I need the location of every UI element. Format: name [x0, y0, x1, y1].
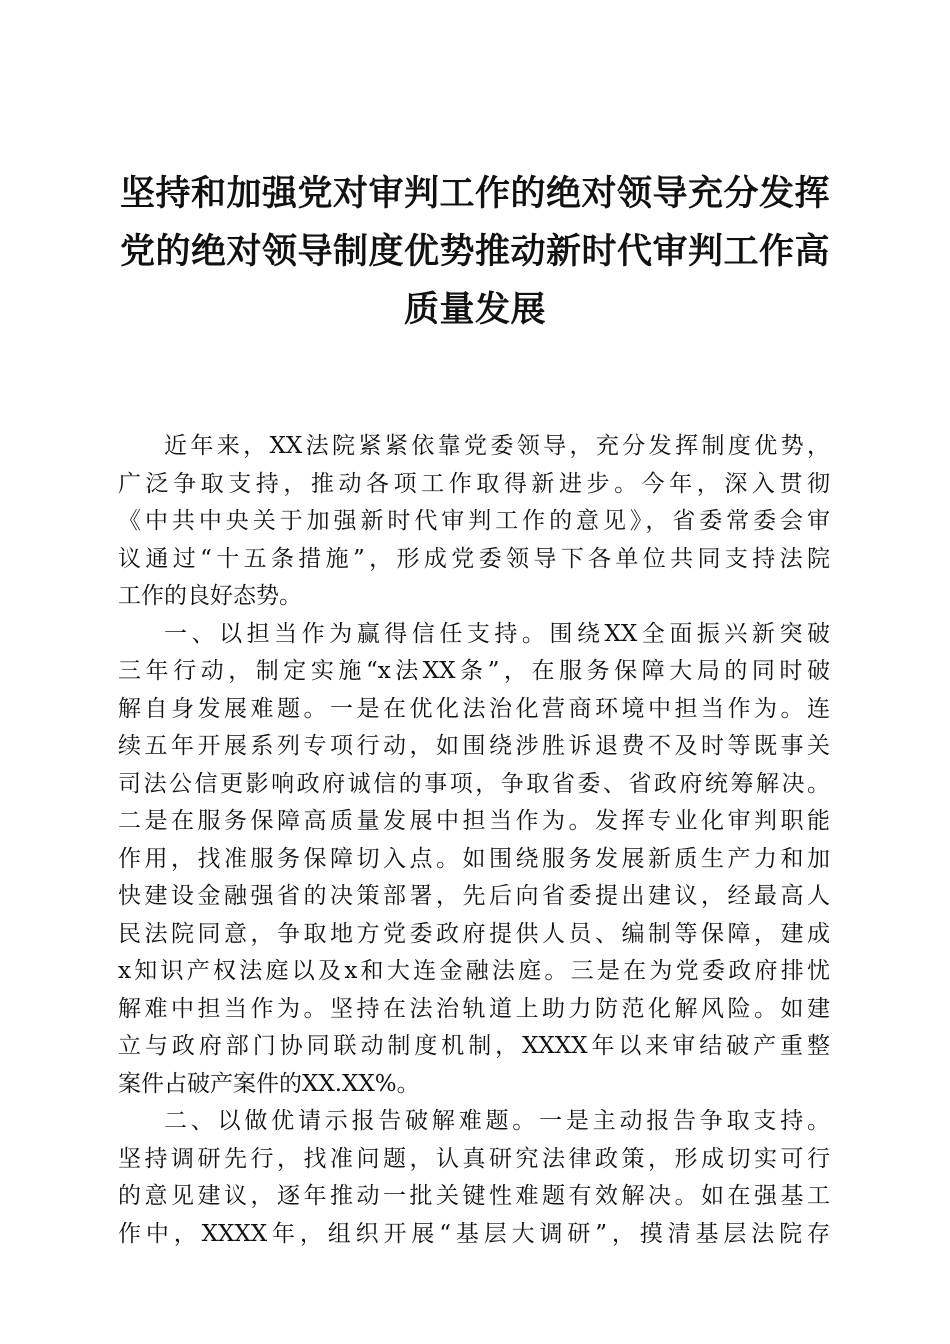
title-line-2: 党的绝对领导制度优势推动新时代审判工作高: [119, 231, 830, 272]
text-line: 近年来，XX法院紧紧依靠党委领导，充分发挥制度优势，: [164, 433, 830, 459]
text-line: 快建设金融强省的决策部署，先后向省委提出建议，经最高人: [118, 883, 830, 909]
document-body: [118, 428, 830, 1253]
title-line-3: 质量发展: [403, 289, 546, 330]
text-line: 立与政府部门协同联动制度机制，XXXX年以来审结破产重整: [118, 1033, 830, 1059]
document-title: [100, 165, 850, 339]
text-line: 续五年开展系列专项行动，如围绕涉胜诉退费不及时等既事关: [118, 733, 830, 759]
text-line: 广泛争取支持，推动各项工作取得新进步。今年，深入贯彻: [118, 470, 830, 497]
text-line: 二、以做优请示报告破解难题。一是主动报告争取支持。: [164, 1108, 830, 1134]
text-line: x知识产权法庭以及x和大连金融法庭。三是在为党委政府排忧: [118, 958, 830, 984]
text-line: 工作的良好态势。: [118, 583, 302, 609]
text-line: 案件占破产案件的XX.XX%。: [118, 1070, 420, 1097]
text-line: 作用，找准服务保障切入点。如围绕服务发展新质生产力和加: [118, 845, 830, 872]
text-line: 民法院同意，争取地方党委政府提供人员、编制等保障，建成: [118, 920, 830, 947]
text-line: 的意见建议，逐年推动一批关键性难题有效解决。如在强基工: [118, 1183, 830, 1209]
text-line: 司法公信更影响政府诚信的事项，争取省委、省政府统筹解决。: [118, 770, 830, 797]
text-line: 《中共中央关于加强新时代审判工作的意见》，省委常委会审: [118, 508, 830, 534]
text-line: 解难中担当作为。坚持在法治轨道上助力防范化解风险。如建: [118, 995, 830, 1022]
paragraph-intro: [118, 428, 830, 616]
text-line: 二是在服务保障高质量发展中担当作为。发挥专业化审判职能: [118, 808, 830, 834]
paragraph-section-1: [118, 616, 830, 1104]
text-line: 解自身发展难题。一是在优化法治化营商环境中担当作为。连: [118, 695, 830, 722]
text-line: 一、以担当作为赢得信任支持。围绕XX全面振兴新突破: [164, 620, 830, 647]
text-line: 作中，XXXX年，组织开展“基层大调研”，摸清基层法院存: [118, 1220, 830, 1247]
text-line: 三年行动，制定实施“x法XX条”，在服务保障大局的同时破: [118, 658, 830, 684]
text-line: 坚持调研先行，找准问题，认真研究法律政策，形成切实可行: [118, 1145, 830, 1172]
text-line: 议通过“十五条措施”，形成党委领导下各单位共同支持法院: [118, 545, 830, 572]
paragraph-section-2: [118, 1103, 830, 1253]
title-line-1: 坚持和加强党对审判工作的绝对领导充分发挥: [119, 173, 830, 214]
